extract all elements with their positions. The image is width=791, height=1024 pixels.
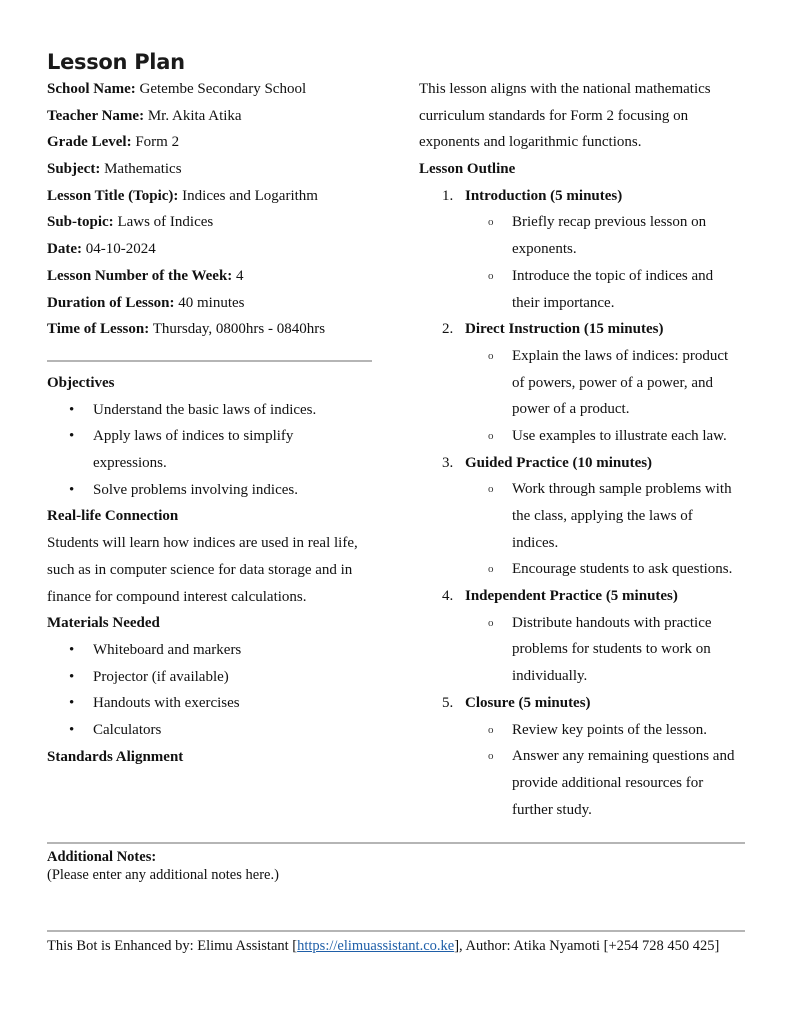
field-value: 4: [236, 267, 244, 284]
page-title: Lesson Plan: [47, 50, 185, 74]
circle-bullet-icon: o: [488, 483, 494, 496]
field-value: Getembe Secondary School: [139, 81, 307, 97]
outline-point: Explain the laws of indices: product o: [419, 343, 749, 370]
info-field: [47, 156, 377, 183]
outline-point: provide additional resources for: [512, 774, 704, 791]
footer: [47, 937, 747, 956]
circle-bullet-icon: o: [488, 750, 494, 763]
material-item: Calculators •: [47, 717, 377, 744]
outline-point: Briefly recap previous lesson on o: [419, 209, 749, 236]
section-divider: [47, 360, 372, 362]
circle-bullet-icon: o: [488, 723, 494, 736]
bullet-icon: •: [69, 721, 75, 738]
circle-bullet-icon: o: [488, 349, 494, 362]
left-column: [47, 76, 377, 343]
outline-point: Encourage students to ask questions. o: [419, 556, 749, 583]
standards-text: exponents and logarithmic functions.: [419, 134, 642, 151]
left-column-lower: [47, 370, 377, 770]
bullet-icon: •: [69, 428, 75, 445]
info-field: [47, 103, 377, 130]
field-value: 04-10-2024: [85, 241, 156, 258]
notes-text[interactable]: (Please enter any additional notes here.): [47, 867, 279, 883]
standards-heading: Standards Alignment: [47, 748, 184, 765]
outline-section: [419, 183, 749, 210]
objective-item: Understand the basic laws of indices. •: [47, 397, 377, 424]
real-life-heading: Real-life Connection: [47, 508, 179, 525]
objectives-heading: Objectives: [47, 375, 115, 391]
circle-bullet-icon: o: [488, 616, 494, 629]
field-value: 40 minutes: [178, 294, 245, 311]
standards-text: curriculum standards for Form 2 focusing on: [419, 107, 689, 124]
additional-notes: [47, 848, 279, 884]
outline-point: exponents.: [512, 241, 577, 258]
real-life-text: such as in computer science for data storage and in: [47, 561, 353, 578]
outline-heading: Lesson Outline: [419, 161, 516, 178]
field-value: Thursday, 0800hrs - 0840hrs: [152, 321, 326, 338]
info-field: [47, 76, 377, 103]
info-field: [47, 129, 377, 156]
section-title: Introduction (5 minutes): [465, 187, 623, 204]
section-title: Direct Instruction (15 minutes): [465, 321, 664, 338]
material-item: Handouts with exercises •: [47, 690, 377, 717]
right-column: [419, 76, 749, 823]
circle-bullet-icon: o: [488, 216, 494, 229]
outline-point: their importance.: [512, 294, 615, 311]
outline-point: Distribute handouts with practice o: [419, 610, 749, 637]
field-label: Grade Level:: [47, 134, 132, 151]
field-value: Mr. Akita Atika: [147, 107, 242, 124]
field-label: Lesson Title (Topic):: [47, 187, 179, 204]
notes-heading: Additional Notes:: [47, 849, 157, 865]
notes-divider-bottom: [47, 930, 745, 932]
outline-point: indices.: [512, 534, 559, 551]
field-value: Indices and Logarithm: [182, 187, 318, 204]
outline-point: Answer any remaining questions and o: [419, 743, 749, 770]
section-title: Guided Practice (10 minutes): [465, 454, 653, 471]
outline-section: [419, 690, 749, 717]
field-value: Laws of Indices: [117, 214, 214, 231]
field-label: Subject:: [47, 161, 101, 178]
footer-suffix: ], Author: Atika Nyamoti [+254 728 450 425]: [454, 938, 720, 954]
bullet-icon: •: [69, 401, 75, 418]
real-life-text: finance for compound interest calculations.: [47, 588, 307, 605]
bullet-icon: •: [69, 641, 75, 658]
field-label: Sub-topic:: [47, 214, 114, 231]
outline-point: Review key points of the lesson. o: [419, 717, 749, 744]
field-label: Lesson Number of the Week:: [47, 267, 233, 284]
outline-point: Work through sample problems with o: [419, 476, 749, 503]
circle-bullet-icon: o: [488, 563, 494, 576]
field-label: Date:: [47, 241, 82, 258]
outline-point: Use examples to illustrate each law. o: [419, 423, 749, 450]
material-item: Projector (if available) •: [47, 664, 377, 691]
circle-bullet-icon: o: [488, 269, 494, 282]
bullet-icon: •: [69, 668, 75, 685]
notes-divider-top: [47, 842, 745, 844]
outline-point: further study.: [512, 801, 592, 818]
info-field: [47, 236, 377, 263]
outline-point: problems for students to work on: [512, 641, 711, 658]
field-label: Time of Lesson:: [47, 321, 150, 338]
circle-bullet-icon: o: [488, 429, 494, 442]
outline-point: individually.: [512, 668, 588, 685]
info-field: [47, 316, 377, 343]
section-title: Independent Practice (5 minutes): [465, 588, 678, 605]
section-number: 3.: [442, 454, 454, 471]
outline-point: of powers, power of a power, and: [512, 374, 713, 391]
info-field: [47, 290, 377, 317]
section-number: 4.: [442, 588, 454, 605]
objective-item: Solve problems involving indices. •: [47, 477, 377, 504]
section-number: 2.: [442, 321, 454, 338]
bullet-icon: •: [69, 481, 75, 498]
section-title: Closure (5 minutes): [465, 694, 591, 711]
section-number: 5.: [442, 694, 454, 711]
bullet-icon: •: [69, 695, 75, 712]
field-value: Mathematics: [104, 161, 182, 178]
outline-point: the class, applying the laws of: [512, 508, 693, 524]
field-label: Teacher Name:: [47, 107, 145, 124]
outline-section: [419, 583, 749, 610]
real-life-text: Students will learn how indices are used in real life,: [47, 535, 358, 552]
section-number: 1.: [442, 187, 454, 204]
website-link[interactable]: https://elimuassistant.co.ke: [297, 938, 455, 954]
objective-item: expressions.: [93, 455, 167, 472]
field-label: Duration of Lesson:: [47, 294, 175, 311]
outline-point: power of a product.: [512, 401, 630, 418]
footer-prefix: This Bot is Enhanced by: Elimu Assistant [: [47, 938, 298, 954]
objective-item: Apply laws of indices to simplify •: [47, 423, 377, 450]
info-field: [47, 263, 377, 290]
field-label: School Name:: [47, 81, 136, 97]
outline-section: [419, 316, 749, 343]
materials-heading: Materials Needed: [47, 615, 160, 632]
outline-section: [419, 450, 749, 477]
outline-point: Introduce the topic of indices and o: [419, 263, 749, 290]
field-value: Form 2: [135, 134, 180, 151]
info-field: [47, 183, 377, 210]
standards-text: This lesson aligns with the national mathematics: [419, 81, 711, 97]
info-field: [47, 209, 377, 236]
material-item: Whiteboard and markers •: [47, 637, 377, 664]
